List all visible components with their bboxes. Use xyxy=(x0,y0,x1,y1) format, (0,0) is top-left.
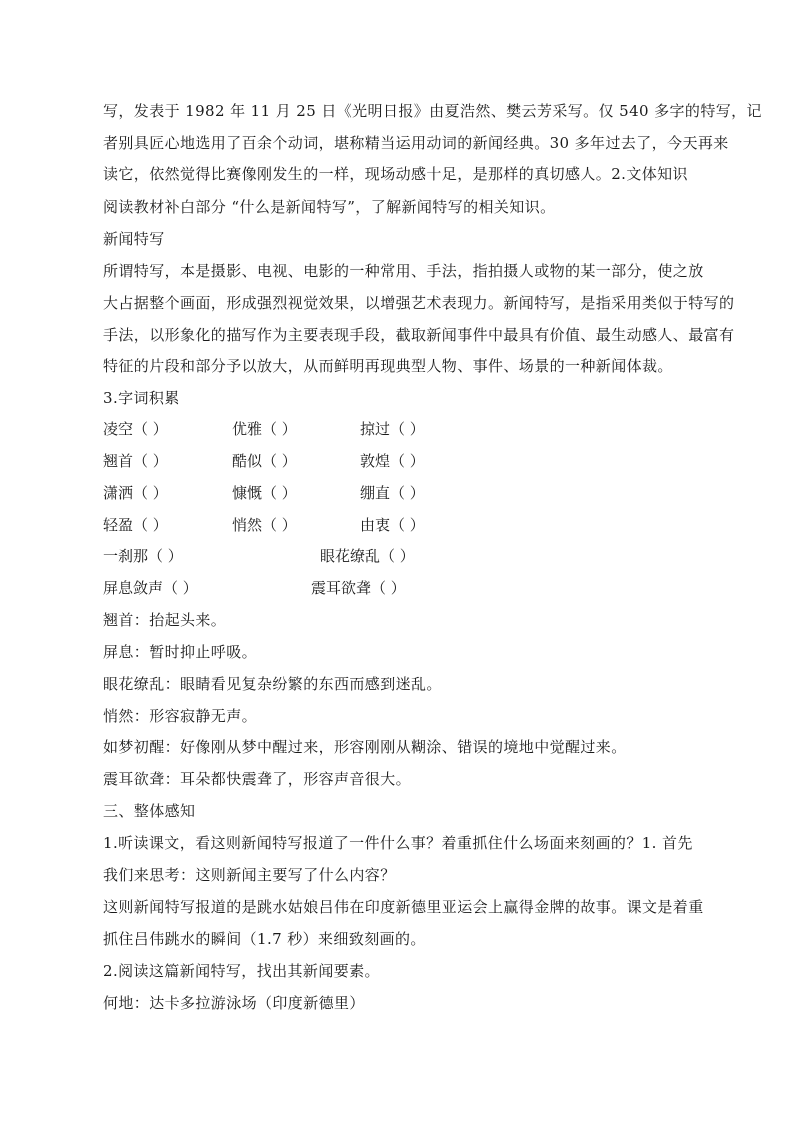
vocab-item: 眼花缭乱（ ） xyxy=(320,547,415,565)
heading-overall-perception: 三、整体感知 xyxy=(103,802,196,820)
intro-line-1: 写，发表于 1982 年 11 月 25 日《光明日报》由夏浩然、樊云芳采写。仅 540 多字的特写，记 xyxy=(103,102,762,120)
heading-vocabulary: 3.字词积累 xyxy=(103,389,180,407)
vocab-item: 潇洒（ ） xyxy=(103,484,168,502)
definition-entry: 如梦初醒：好像刚从梦中醒过来，形容刚刚从糊涂、错误的境地中觉醒过来。 xyxy=(103,738,627,756)
definition-line-4: 特征的片段和部分予以放大，从而鲜明再现典型人物、事件、场景的一种新闻体裁。 xyxy=(103,357,673,375)
vocab-item: 敦煌（ ） xyxy=(360,452,425,470)
question-1-line-1: 1.听读课文，看这则新闻特写报道了一件什么事？着重抓住什么场面来刻画的？1. 首先 xyxy=(103,834,693,852)
read-note: 阅读教材补白部分 “什么是新闻特写”，了解新闻特写的相关知识。 xyxy=(103,198,556,216)
intro-line-3: 读它，依然觉得比赛像刚发生的一样，现场动感十足，是那样的真切感人。2.文体知识 xyxy=(103,165,688,183)
vocab-item: 屏息敛声（ ） xyxy=(103,579,198,597)
heading-news-feature: 新闻特写 xyxy=(103,230,165,248)
definition-line-3: 手法，以形象化的描写作为主要表现手段，截取新闻事件中最具有价值、最生动感人、最富有 xyxy=(103,326,735,344)
vocab-item: 绷直（ ） xyxy=(360,484,425,502)
vocab-item: 由衷（ ） xyxy=(360,516,425,534)
definition-entry: 悄然：形容寂静无声。 xyxy=(103,707,258,725)
vocab-item: 悄然（ ） xyxy=(232,516,297,534)
definition-entry: 震耳欲聋：耳朵都快震聋了，形容声音很大。 xyxy=(103,770,412,788)
vocab-item: 慷慨（ ） xyxy=(232,484,297,502)
vocab-item: 轻盈（ ） xyxy=(103,516,168,534)
definition-entry: 屏息：暂时抑止呼吸。 xyxy=(103,643,258,661)
definition-line-2: 大占据整个画面，形成强烈视觉效果，以增强艺术表现力。新闻特写，是指采用类似于特写的 xyxy=(103,294,735,312)
definition-entry: 眼花缭乱：眼睛看见复杂纷繁的东西而感到迷乱。 xyxy=(103,675,442,693)
vocab-item: 一刹那（ ） xyxy=(103,547,183,565)
definition-line-1: 所谓特写，本是摄影、电视、电影的一种常用、手法，指拍摄人或物的某一部分，使之放 xyxy=(103,262,704,280)
question-1-line-2: 我们来思考：这则新闻主要写了什么内容？ xyxy=(103,866,396,884)
news-element-where: 何地：达卡多拉游泳场（印度新德里） xyxy=(103,994,365,1012)
vocab-item: 酷似（ ） xyxy=(232,452,297,470)
answer-1-line-2: 抓住吕伟跳水的瞬间（1.7 秒）来细致刻画的。 xyxy=(103,930,426,948)
vocab-item: 掠过（ ） xyxy=(360,420,425,438)
vocab-item: 凌空（ ） xyxy=(103,420,168,438)
definition-entry: 翘首：抬起头来。 xyxy=(103,611,227,629)
vocab-item: 翘首（ ） xyxy=(103,452,168,470)
question-2: 2.阅读这篇新闻特写，找出其新闻要素。 xyxy=(103,962,380,980)
intro-line-2: 者别具匠心地选用了百余个动词，堪称精当运用动词的新闻经典。30 多年过去了，今天再来 xyxy=(103,134,729,152)
vocab-item: 优雅（ ） xyxy=(232,420,297,438)
answer-1-line-1: 这则新闻特写报道的是跳水姑娘吕伟在印度新德里亚运会上赢得金牌的故事。课文是着重 xyxy=(103,898,704,916)
vocab-item: 震耳欲聋（ ） xyxy=(311,579,406,597)
